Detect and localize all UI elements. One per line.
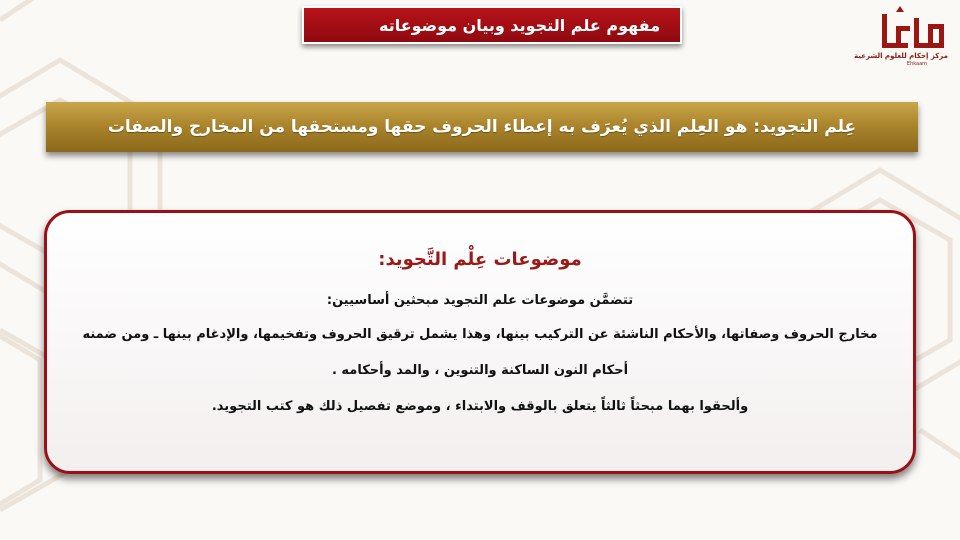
slide-title-banner: [302, 6, 682, 44]
definition-text: عِلم التجويد: هو العِلم الذي يُعرَف به إعطاء الحروف حقها ومستحقها من المخارج والصفات: [107, 117, 857, 137]
topics-line: تتضمَّن موضوعات علم التجويد مبحثين أساسيين:: [326, 293, 634, 308]
topics-box: [44, 210, 916, 474]
topics-line: مخارج الحروف وصفاتها، والأحكام الناشئة عن التركيب بينها، وهذا يشمل ترقيق الحروف وتفخيمها، والإدغام بينها ـ ومن ضمنه: [82, 327, 878, 342]
slide-title: مفهوم علم التجويد وبيان موضوعاته: [379, 15, 661, 35]
logo-subtitle: مركز إحكام للعلوم الشرعية: [854, 52, 948, 60]
topics-heading: موضوعات عِلْم التَّجويد:: [378, 249, 582, 270]
logo-tagline: Ehkaam: [906, 61, 928, 67]
topics-line: أحكام النون الساكنة والتنوين ، والمد وأحكامه .: [331, 363, 629, 378]
topics-line: وألحقوا بهما مبحثاً ثالثاً يتعلق بالوقف والابتداء ، وموضع تفصيل ذلك هو كتب التجويد.: [211, 399, 749, 414]
definition-banner: [46, 102, 918, 152]
